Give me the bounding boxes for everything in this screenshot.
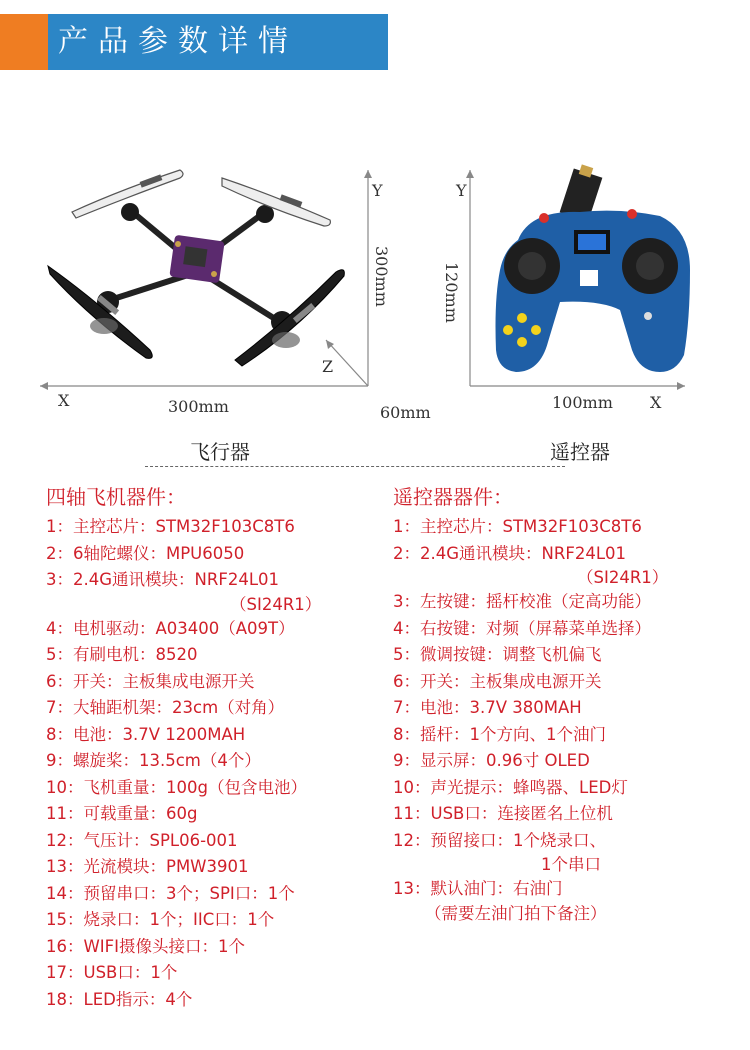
drone-specs [46,480,321,1013]
spec-item: 15：烧录口：1个；IIC口：1个 [46,910,275,929]
remote-width-label: 100mm [552,393,613,412]
divider [145,466,565,467]
spec-item: 2：6轴陀螺仪：MPU6050 [46,543,245,563]
spec-item-continuation: 1个串口 [541,855,601,874]
drone-caption: 飞行器 [190,440,250,464]
drone-height-label: 300mm [372,246,391,307]
drone-x-axis-label: X [58,391,70,410]
spec-item: 13：光流模块：PMW3901 [46,857,249,876]
spec-item: 17：USB口：1个 [46,963,178,982]
spec-item: 6：开关：主板集成电源开关 [46,671,255,691]
spec-item: 8：摇杆：1个方向、1个油门 [393,724,606,744]
spec-item: 16：WIFI摄像头接口：1个 [46,936,246,956]
spec-item: 6：开关：主板集成电源开关 [393,671,602,691]
spec-item: 9：螺旋桨：13.5cm（4个） [46,751,261,770]
spec-item: 5：有刷电机：8520 [46,645,198,664]
page-title: 产品参数详情 [48,14,388,70]
spec-item: 9：显示屏：0.96寸 OLED [393,751,590,770]
spec-item: 8：电池：3.7V 1200MAH [46,724,246,744]
drone-y-axis-label: Y [372,181,383,200]
spec-item: 11：USB口：连接匿名上位机 [393,804,613,823]
remote-caption: 遥控器 [550,440,610,464]
spec-item: 11：可载重量：60g [46,804,198,823]
spec-item: 13：默认油门：右油门 [393,879,563,898]
spec-item: 1：主控芯片：STM32F103C8T6 [393,517,642,536]
spec-item: 12：气压计：SPL06-001 [46,830,238,850]
spec-item-continuation: （SI24R1） [230,594,322,614]
spec-item: 18：LED指示：4个 [46,989,193,1009]
spec-item: 1：主控芯片：STM32F103C8T6 [46,517,295,536]
spec-item: 4：右按键：对频（屏幕菜单选择） [393,618,651,638]
spec-item: 3：2.4G通讯模块：NRF24L01 [46,570,280,589]
remote-specs [393,480,668,925]
remote-x-axis-label: X [650,393,662,412]
drone-z-axis-label: Z [322,357,334,376]
spec-item: 12：预留接口：1个烧录口、 [393,830,606,850]
remote-specs-title: 遥控器器件： [393,485,513,509]
spec-item: 3：左按键：摇杆校准（定高功能） [393,592,651,611]
drone-depth-label: 60mm [380,403,431,422]
spec-item: 14：预留串口：3个；SPI口：1个 [46,883,295,903]
spec-item: 10：飞机重量：100g（包含电池） [46,777,307,797]
product-diagram [0,150,750,450]
spec-item: 10：声光提示：蜂鸣器、LED灯 [393,777,628,797]
remote-image [496,164,691,372]
drone-width-label: 300mm [168,397,229,416]
spec-item: 5：微调按键：调整飞机偏飞 [393,645,602,664]
spec-item-continuation: （需要左油门拍下备注） [425,903,607,923]
spec-item: 2：2.4G通讯模块：NRF24L01 [393,543,627,563]
header-banner [0,14,388,70]
spec-item: 7：电池：3.7V 380MAH [393,698,582,717]
drone-image [48,170,344,366]
spec-item-continuation: （SI24R1） [577,568,669,587]
remote-y-axis-label: Y [456,181,467,200]
remote-height-label: 120mm [442,262,461,323]
drone-specs-title: 四轴飞机器件： [46,485,186,509]
spec-item: 7：大轴距机架：23cm（对角） [46,698,285,717]
spec-item: 4：电机驱动：A03400（A09T） [46,618,295,638]
